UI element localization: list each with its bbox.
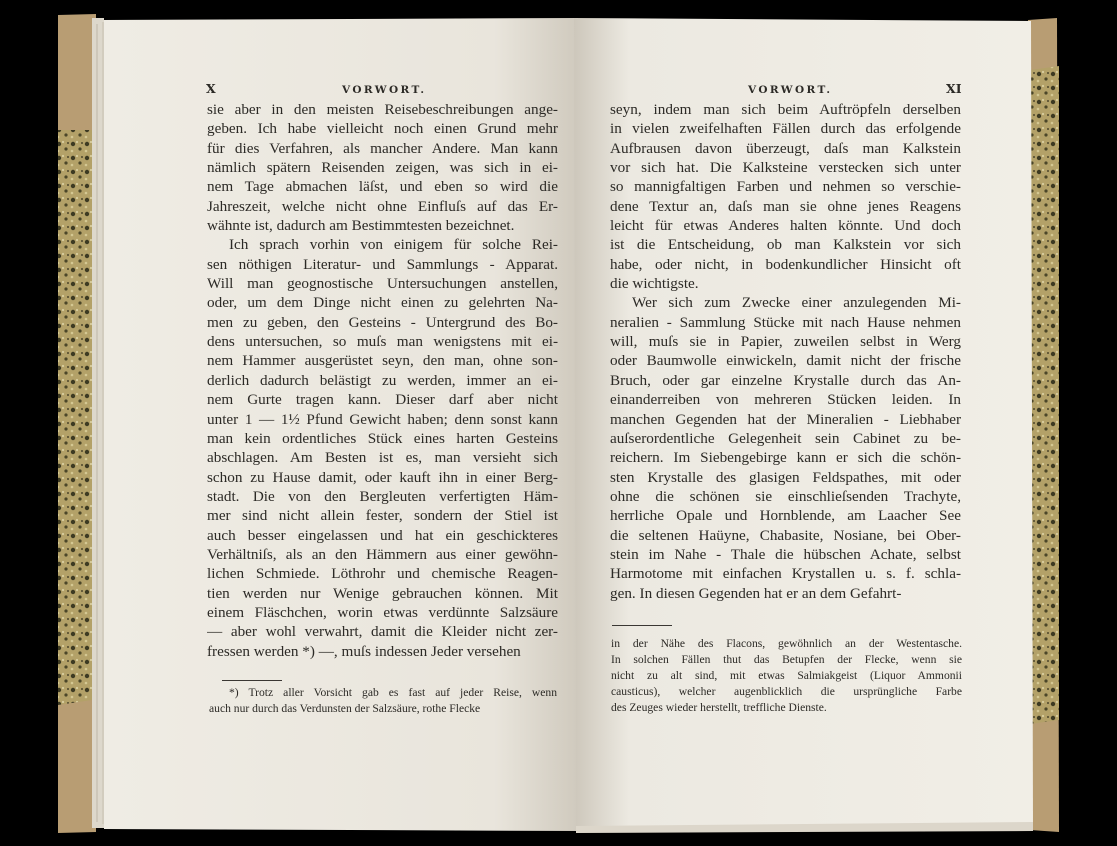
text-line: *) Trotz aller Vorsicht gab es fast auf jeder Reise, wenn	[229, 686, 557, 699]
text-line: reichern. Im Siebengebirge kann er sich die schön-	[610, 449, 961, 467]
text-line: Wer sich zum Zwecke einer anzulegenden Mi-	[632, 294, 961, 312]
text-line: schon zu Hause damit, oder kauft ihn in einer Berg-	[207, 468, 558, 486]
text-line: tien werden nur Wenige gebrauchen können. Mit	[207, 584, 558, 602]
right-running-head: VORWORT.	[748, 84, 833, 96]
text-line: sten Krystalle des glasigen Feldspathes, mit oder	[610, 468, 961, 486]
text-line: in der Nähe des Flacons, gewöhnlich an der Westentasche.	[611, 637, 962, 650]
text-line: leicht für etwas Anderes halten könnte. Und doch	[610, 217, 961, 235]
text-line: gen. In diesen Gegenden hat er an dem Gefahrt-	[610, 584, 902, 602]
right-footnote-rule	[612, 625, 672, 626]
text-line: man kein ordentliches Stück eines harten Gesteins	[207, 429, 558, 447]
text-line: die seltenen Haüyne, Chabasite, Nosiane, bei Ober-	[610, 526, 961, 544]
text-line: derlich dadurch belästigt zu werden, immer an ei-	[207, 371, 558, 389]
text-line: sie aber in den meisten Reisebeschreibungen ange-	[207, 101, 558, 118]
text-line: habe, oder nicht, in bodenkundlicher Hinsicht oft	[610, 255, 961, 273]
text-line: Jahreszeit, welche nicht ohne Einfluſs auf das Er-	[207, 197, 558, 215]
text-line: die wichtigste.	[610, 275, 699, 293]
right-body-text	[610, 100, 961, 603]
text-line: Ich sprach vorhin von einigem für solche Rei-	[229, 236, 558, 254]
text-line: Verhältniſs, als an den Hämmern aus einer gewöhn-	[207, 545, 558, 563]
text-line: auch besser eingelassen und hat ein geschickteres	[207, 526, 558, 544]
text-line: auch nur durch das Verdunsten der Salzsäure, rothe Flecke	[209, 701, 481, 715]
text-line: sen nöthigen Literatur- und Sammlungs - Apparat.	[207, 255, 558, 273]
text-line: manchen Gegenden hat der Mineralien - Liebhaber	[610, 410, 961, 428]
right-footnote	[611, 636, 962, 715]
text-line: in vielen zweifelhaften Fällen durch das erfolgende	[610, 120, 961, 138]
text-line: dene Textur an, daſs man sie ohne jenes Reagens	[610, 197, 961, 215]
text-line: oder, um dem Dinge nicht einen zu gelehrten Na-	[207, 294, 558, 312]
text-line: oder Baumwolle einwickeln, damit nicht der frische	[610, 352, 961, 370]
text-line: für dies Verfahren, als mancher Andere. Man kann	[207, 139, 558, 157]
text-line: nem Gurte tragen kann. Dieser darf aber nicht	[207, 391, 558, 409]
text-line: geben. Ich habe vielleicht noch einen Grund mehr	[207, 120, 558, 138]
text-line: herrliche Opale und Hornblende, am Laacher See	[610, 507, 961, 525]
text-line: ohne die schönen sie einschlieſsenden Trachyte,	[610, 487, 961, 505]
text-line: Will man geognostische Untersuchungen anstellen,	[207, 275, 558, 293]
text-line: des Zeuges wieder herstellt, treffliche Dienste.	[611, 700, 827, 714]
text-line: stein im Nahe - Thale die hübschen Achate, selbst	[610, 545, 961, 563]
text-line: einanderreiben von mehreren Stücken leiden. In	[610, 391, 961, 409]
text-line: stadt. Die von den Bergleuten verfertigten Häm-	[207, 487, 558, 505]
text-line: causticus), welcher augenblicklich die ursprüngliche Farbe	[611, 684, 962, 698]
text-line: unter 1 — 1½ Pfund Gewicht haben; denn sonst kann	[207, 410, 558, 428]
text-line: fressen werden *) —, muſs indessen Jeder versehen	[207, 642, 521, 660]
left-running-head: VORWORT.	[342, 84, 427, 96]
text-line: vor sich hat. Die Kalksteine verstecken sich unter	[610, 159, 961, 177]
left-page-number: X	[206, 81, 216, 96]
text-line: seyn, indem man sich beim Auftröpfeln derselben	[610, 101, 961, 118]
text-line: abschlagen. Am Besten ist es, man versieht sich	[207, 449, 558, 467]
text-line: Harmotome mit einfachen Krystallen u. s. f. schla-	[610, 565, 961, 583]
text-line: will, muſs sie in Papier, zuweilen selbst in Werg	[610, 333, 961, 351]
text-line: lichen Schmiede. Löthrohr und chemische Reagen-	[207, 565, 558, 583]
text-line: ist die Entscheidung, ob man Kalkstein vor sich	[610, 236, 961, 254]
text-line: — aber wohl verwahrt, damit die Kleider nicht zer-	[207, 623, 558, 641]
text-line: nem Hammer ausgerüstet seyn, den man, ohne son-	[207, 352, 558, 370]
text-line: nem Tage abmachen läſst, und eben so wird die	[207, 178, 558, 196]
text-line: wähnte ist, dadurch am Bestimmtesten bezeichnet.	[207, 217, 515, 235]
text-line: auſserordentliche Gelegenheit sein Cabinet zu be-	[610, 429, 961, 447]
text-line: einem Fläschchen, worin etwas verdünnte Salzsäure	[207, 603, 558, 621]
text-line: nicht zu alt sind, mit etwas Salmiakgeist (Liquor Ammonii	[611, 668, 962, 682]
text-line: so mannigfaltigen Farben und nehmen so verschie-	[610, 178, 961, 196]
text-line: In solchen Fällen thut das Betupfen der Flecke, wenn sie	[611, 652, 962, 666]
text-line: dens untersuchen, so muſs man wenigstens mit ei-	[207, 333, 558, 351]
text-line: Aufbrausen davon überzeugt, daſs man Kalkstein	[610, 139, 961, 157]
text-line: neralien - Sammlung Stücke mit nach Hause nehmen	[610, 313, 961, 331]
text-line: Bruch, oder gar einzelne Krystalle durch das An-	[610, 371, 961, 389]
text-line: mer sind nicht allein fester, sondern der Stiel ist	[207, 507, 558, 525]
text-line: men zu geben, den Gesteins - Untergrund des Bo-	[207, 313, 558, 331]
text-line: nämlich spätern Reisenden zeigen, was sich in ei-	[207, 159, 558, 177]
right-page-number: XI	[946, 81, 962, 96]
